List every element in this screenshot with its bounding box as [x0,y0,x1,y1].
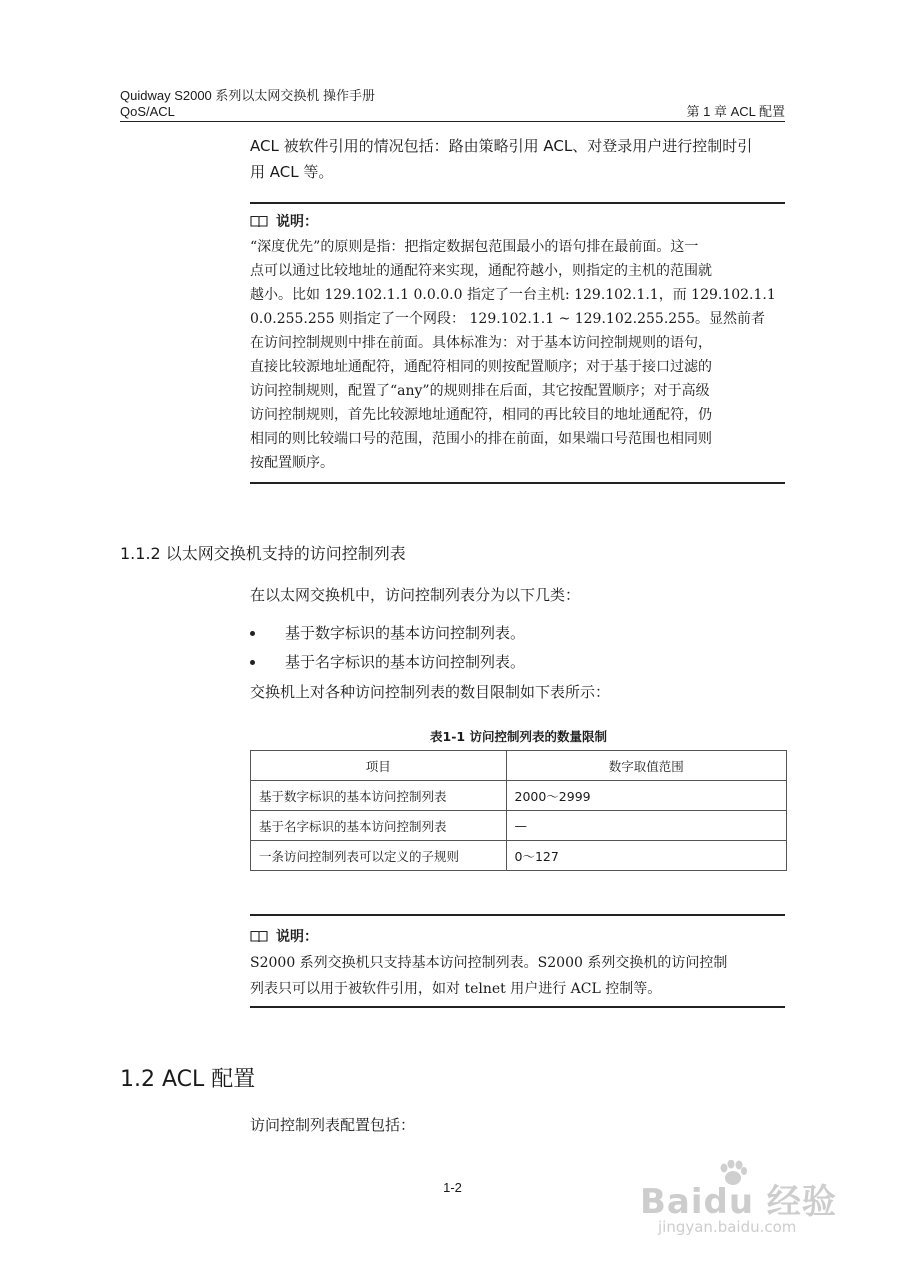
table-header-row [251,751,787,781]
note-bottom-rule [250,482,785,484]
list-item-text: 基于名字标识的基本访问控制列表。 [285,653,526,671]
list-item [250,649,525,675]
note-heading [250,211,318,231]
book-icon [250,215,268,228]
note-line: 在访问控制规则中排在前面。具体标准为：对于基本访问控制规则的语句， [250,335,712,351]
table-cell: — [506,811,787,841]
note-line: 访问控制规则，配置了“any”的规则排在后面，其它按配置顺序；对于高级 [250,383,710,399]
section-paragraph: 访问控制列表配置包括： [250,1116,416,1134]
table-caption: 表1-1 访问控制列表的数量限制 [430,729,607,744]
note-line: “深度优先”的原则是指：把指定数据包范围最小的语句排在最前面。这一 [250,239,699,255]
acl-limit-table [250,750,787,871]
table-row [251,781,787,811]
note-line: 按配置顺序。 [250,455,334,471]
note-line: 相同的则比较端口号的范围，范围小的排在前面，如果端口号范围也相同则 [250,431,712,447]
section-paragraph: 交换机上对各种访问控制列表的数目限制如下表所示： [250,683,611,701]
note-label: 说明： [276,929,318,945]
table-row [251,811,787,841]
watermark-brand: Baidu 经验 [640,1182,837,1222]
list-item [250,620,525,646]
chapter-section-heading: 1.2 ACL 配置 [120,1067,256,1092]
note-line: 越小。比如 129.102.1.1 0.0.0.0 指定了一台主机: 129.102.1.1，而 129.102.1.1 [250,287,776,303]
note-body [250,235,785,475]
table-cell: 2000～2999 [506,781,787,811]
watermark-url: jingyan.baidu.com [658,1218,797,1236]
note-line: S2000 系列交换机只支持基本访问控制列表。S2000 系列交换机的访问控制 [250,955,728,971]
table-cell: 一条访问控制列表可以定义的子规则 [251,841,507,871]
note-line: 列表只可以用于被软件引用，如对 telnet 用户进行 ACL 控制等。 [250,981,662,997]
note-line: 直接比较源地址通配符，通配符相同的则按配置顺序；对于基于接口过滤的 [250,359,712,375]
note-label: 说明： [276,214,318,230]
header-product: Quidway S2000 系列以太网交换机 操作手册 [120,88,376,103]
bullet-icon [250,631,255,636]
intro-line: ACL 被软件引用的情况包括：路由策略引用 ACL、对登录用户进行控制时引 [250,137,753,155]
section-paragraph: 在以太网交换机中，访问控制列表分为以下几类： [250,586,581,604]
note-line: 点可以通过比较地址的通配符来实现，通配符越小，则指定的主机的范围就 [250,263,712,279]
note-top-rule [250,914,785,916]
book-icon [250,930,268,943]
header-section: QoS/ACL [120,104,175,119]
table-cell: 基于数字标识的基本访问控制列表 [251,781,507,811]
table-header-cell: 项目 [251,751,507,781]
intro-paragraph [250,133,790,185]
header-rule [120,121,785,122]
intro-line: 用 ACL 等。 [250,163,334,181]
bullet-icon [250,660,255,665]
table-cell: 0～127 [506,841,787,871]
table-cell: 基于名字标识的基本访问控制列表 [251,811,507,841]
list-item-text: 基于数字标识的基本访问控制列表。 [285,624,526,642]
header-chapter: 第 1 章 ACL 配置 [686,104,785,119]
page-number: 1-2 [443,1180,462,1195]
note-heading [250,926,318,946]
note-line: 0.0.255.255 则指定了一个网段： 129.102.1.1 ~ 129.102.255.255。显然前者 [250,311,765,327]
table-row [251,841,787,871]
note-top-rule [250,202,785,204]
note-body [250,950,785,1002]
note-line: 访问控制规则，首先比较源地址通配符，相同的再比较目的地址通配符，仍 [250,407,712,423]
table-header-cell: 数字取值范围 [506,751,787,781]
watermark [640,1160,870,1250]
note-bottom-rule [250,1006,785,1008]
section-heading: 1.1.2 以太网交换机支持的访问控制列表 [120,544,406,563]
